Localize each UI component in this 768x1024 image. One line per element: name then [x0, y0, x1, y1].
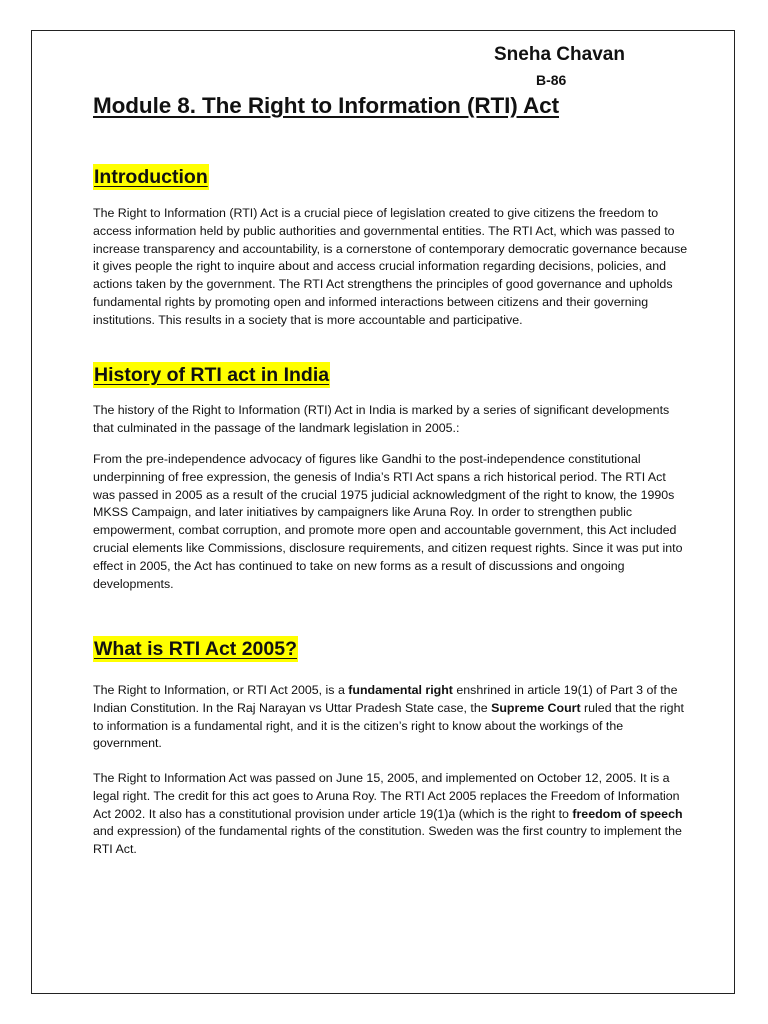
what-is-paragraph-2	[93, 770, 689, 859]
history-paragraph-1: The history of the Right to Information (RTI) Act in India is marked by a series of significant developments that culminated in the passage of the landmark legislation in 2005.:	[93, 403, 670, 435]
roll-number: B-86	[536, 72, 567, 88]
what-is-p1-text-1: The Right to Information, or RTI Act 2005, is a	[93, 683, 349, 697]
fundamental-right-bold: fundamental right	[348, 683, 453, 697]
history-paragraph-2: From the pre-independence advocacy of figures like Gandhi to the post-independence constitutional underpinning of free expression, the genesis of India’s RTI Act spans a rich historical period. The RTI Act was passed in 2005 as a result of the crucial 1975 judicial acknowledgment of the right to know, the 1990s MKSS Campaign, and later initiatives by campaigners like Aruna Roy. In order to strengthen public empowerment, combat corruption, and promote more open and accountable government, this Act included crucial elements like Commissions, disclosure requirements, and citizen request rights. Since it was put into effect in 2005, the Act has continued to take on new forms as a result of discussions and ongoing developments.	[93, 452, 683, 591]
what-is-paragraph-1	[93, 682, 689, 753]
what-is-heading: What is RTI Act 2005?	[94, 638, 297, 660]
what-is-p1-text-2: enshrined in article 19(1) of Part 3 of the Indian Constitution. In the Raj Narayan vs Uttar Pradesh State case, the	[93, 683, 678, 715]
what-is-p2-text-2: and expression) of the fundamental rights of the constitution. Sweden was the first country to implement the RTI Act.	[93, 824, 682, 857]
freedom-of-speech-bold: freedom of speech	[572, 806, 683, 821]
introduction-heading: Introduction	[94, 166, 208, 188]
author-name: Sneha Chavan	[494, 44, 625, 65]
what-is-p2-text-1: The Right to Information Act was passed on June 15, 2005, and implemented on October 12, 2005. It is a legal right. The credit for this act goes to Aruna Roy. The RTI Act 2005 replaces the Freedom of Information Act 2002. It also has a constitutional provision under article 19(1)a (which is the right to	[93, 771, 680, 821]
supreme-court-bold: Supreme Court	[491, 700, 581, 715]
page-title: Module 8. The Right to Information (RTI) Act	[93, 93, 559, 118]
introduction-paragraph: The Right to Information (RTI) Act is a crucial piece of legislation created to give citizens the freedom to access information held by public authorities and governmental entities. The RTI Act, which was passed to increase transparency and accountability, is a cornerstone of contemporary democratic governance because it gives people the right to inquire about and access crucial information regarding decisions, policies, and actions taken by the government. The RTI Act strengthens the principles of good governance and upholds fundamental rights by promoting open and informed interactions between citizens and their governing institutions. This results in a society that is more accountable and participative.	[93, 206, 688, 327]
what-is-p1-text-3: ruled that the right to information is a fundamental right, and it is the citizen’s right to know about the workings of the government.	[93, 700, 684, 751]
history-heading: History of RTI act in India	[94, 364, 330, 386]
